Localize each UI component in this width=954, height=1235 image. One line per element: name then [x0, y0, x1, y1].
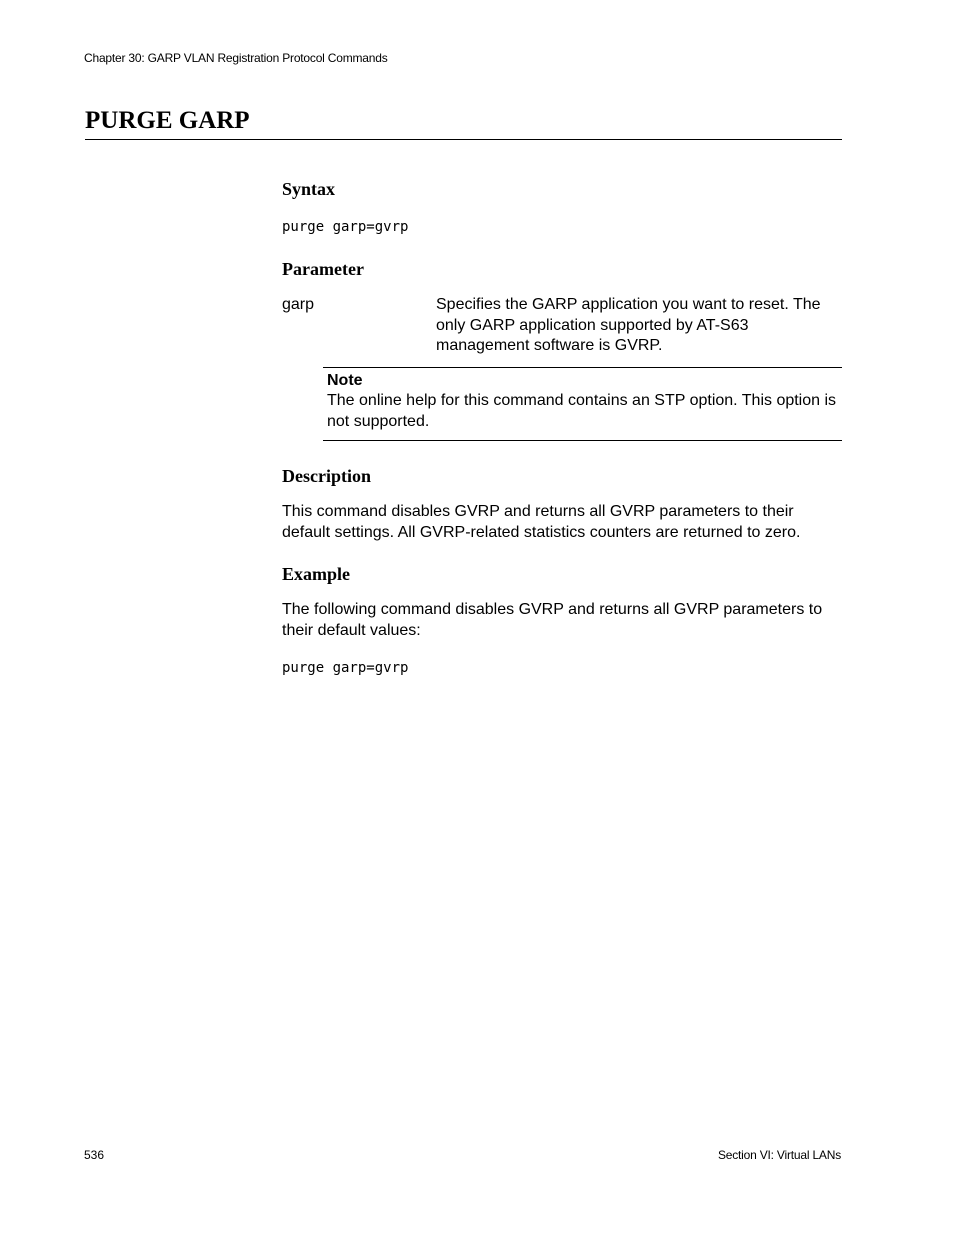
parameter-heading: Parameter: [282, 259, 364, 279]
parameter-name: garp: [282, 296, 315, 313]
description-heading: Description: [282, 466, 371, 486]
page-title: PURGE GARP: [85, 106, 842, 140]
syntax-code: purge garp=gvrp: [282, 219, 409, 235]
parameter-description: Specifies the GARP application you want to reset. The only GARP application supported by AT-S63 management software is GVRP.: [436, 296, 821, 354]
parameter-row: [282, 295, 842, 355]
example-text: The following command disables GVRP and returns all GVRP parameters to their default values:: [282, 601, 823, 639]
example-code: purge garp=gvrp: [282, 660, 409, 676]
footer-section: Section VI: Virtual LANs: [717, 1148, 841, 1162]
description-text: This command disables GVRP and returns all GVRP parameters to their default settings. All GVRP-related statistics counters are returned to zero.: [282, 503, 801, 541]
note-title: Note: [327, 372, 363, 389]
running-header: Chapter 30: GARP VLAN Registration Protocol Commands: [84, 51, 388, 65]
note-text: The online help for this command contains an STP option. This option is not supported.: [327, 392, 837, 430]
syntax-heading: Syntax: [282, 179, 336, 199]
example-heading: Example: [282, 564, 351, 584]
content: [282, 178, 842, 677]
page-number: 536: [84, 1148, 105, 1162]
note-box: [323, 367, 842, 441]
